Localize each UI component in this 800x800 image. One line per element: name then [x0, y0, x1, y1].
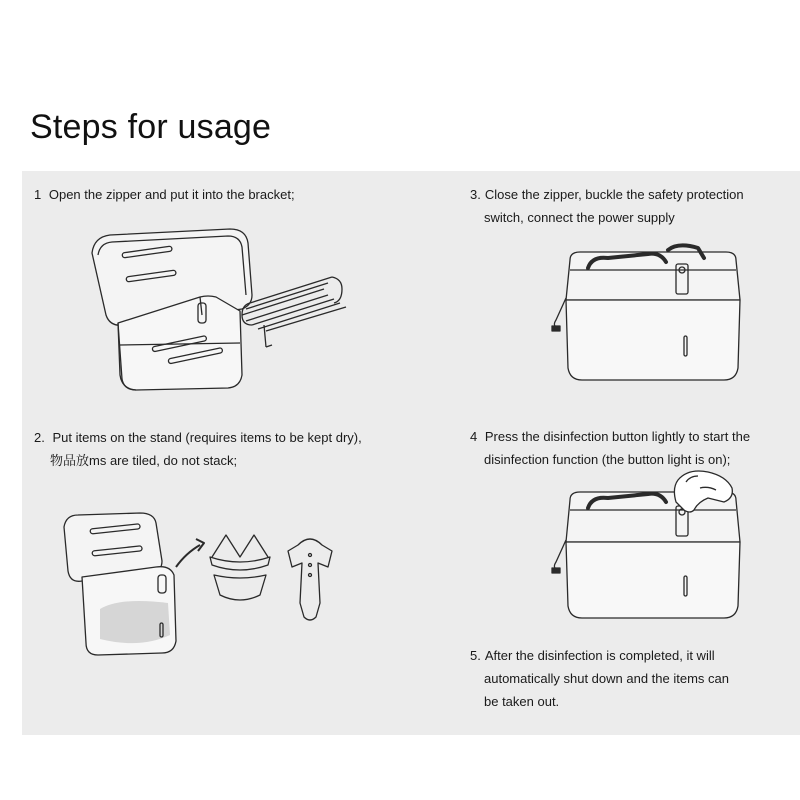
step-text: be taken out. [484, 694, 560, 709]
step-text: Open the zipper and put it into the bracket; [48, 187, 295, 202]
step-text: Press the disinfection button lightly to start the [484, 429, 751, 444]
step-number: 1 [34, 187, 42, 202]
step-text: switch, connect the power supply [484, 210, 675, 225]
closed-box-illustration [548, 240, 758, 390]
page-title: Steps for usage [30, 108, 272, 146]
step-number: 4 [470, 429, 478, 444]
step-text: disinfection function (the button light is on); [484, 452, 731, 467]
step-number: 2. [34, 430, 45, 445]
step-text: Close the zipper, buckle the safety protection [484, 187, 744, 202]
step-number: 3. [470, 187, 481, 202]
step-1 [34, 183, 295, 206]
step-number: 5. [470, 648, 481, 663]
step-text: After the disinfection is completed, it will [484, 648, 715, 663]
step-2 [34, 426, 362, 472]
step-5 [470, 644, 729, 713]
step-text: automatically shut down and the items can [484, 671, 729, 686]
open-box-with-rack-illustration [80, 225, 365, 395]
hand-pressing-button-illustration [548, 458, 758, 628]
box-with-clothes-illustration [60, 505, 370, 670]
step-text: Put items on the stand (requires items to be kept dry), [52, 430, 362, 445]
step-3 [470, 183, 744, 229]
step-text: 物品放ms are tiled, do not stack; [50, 453, 238, 468]
